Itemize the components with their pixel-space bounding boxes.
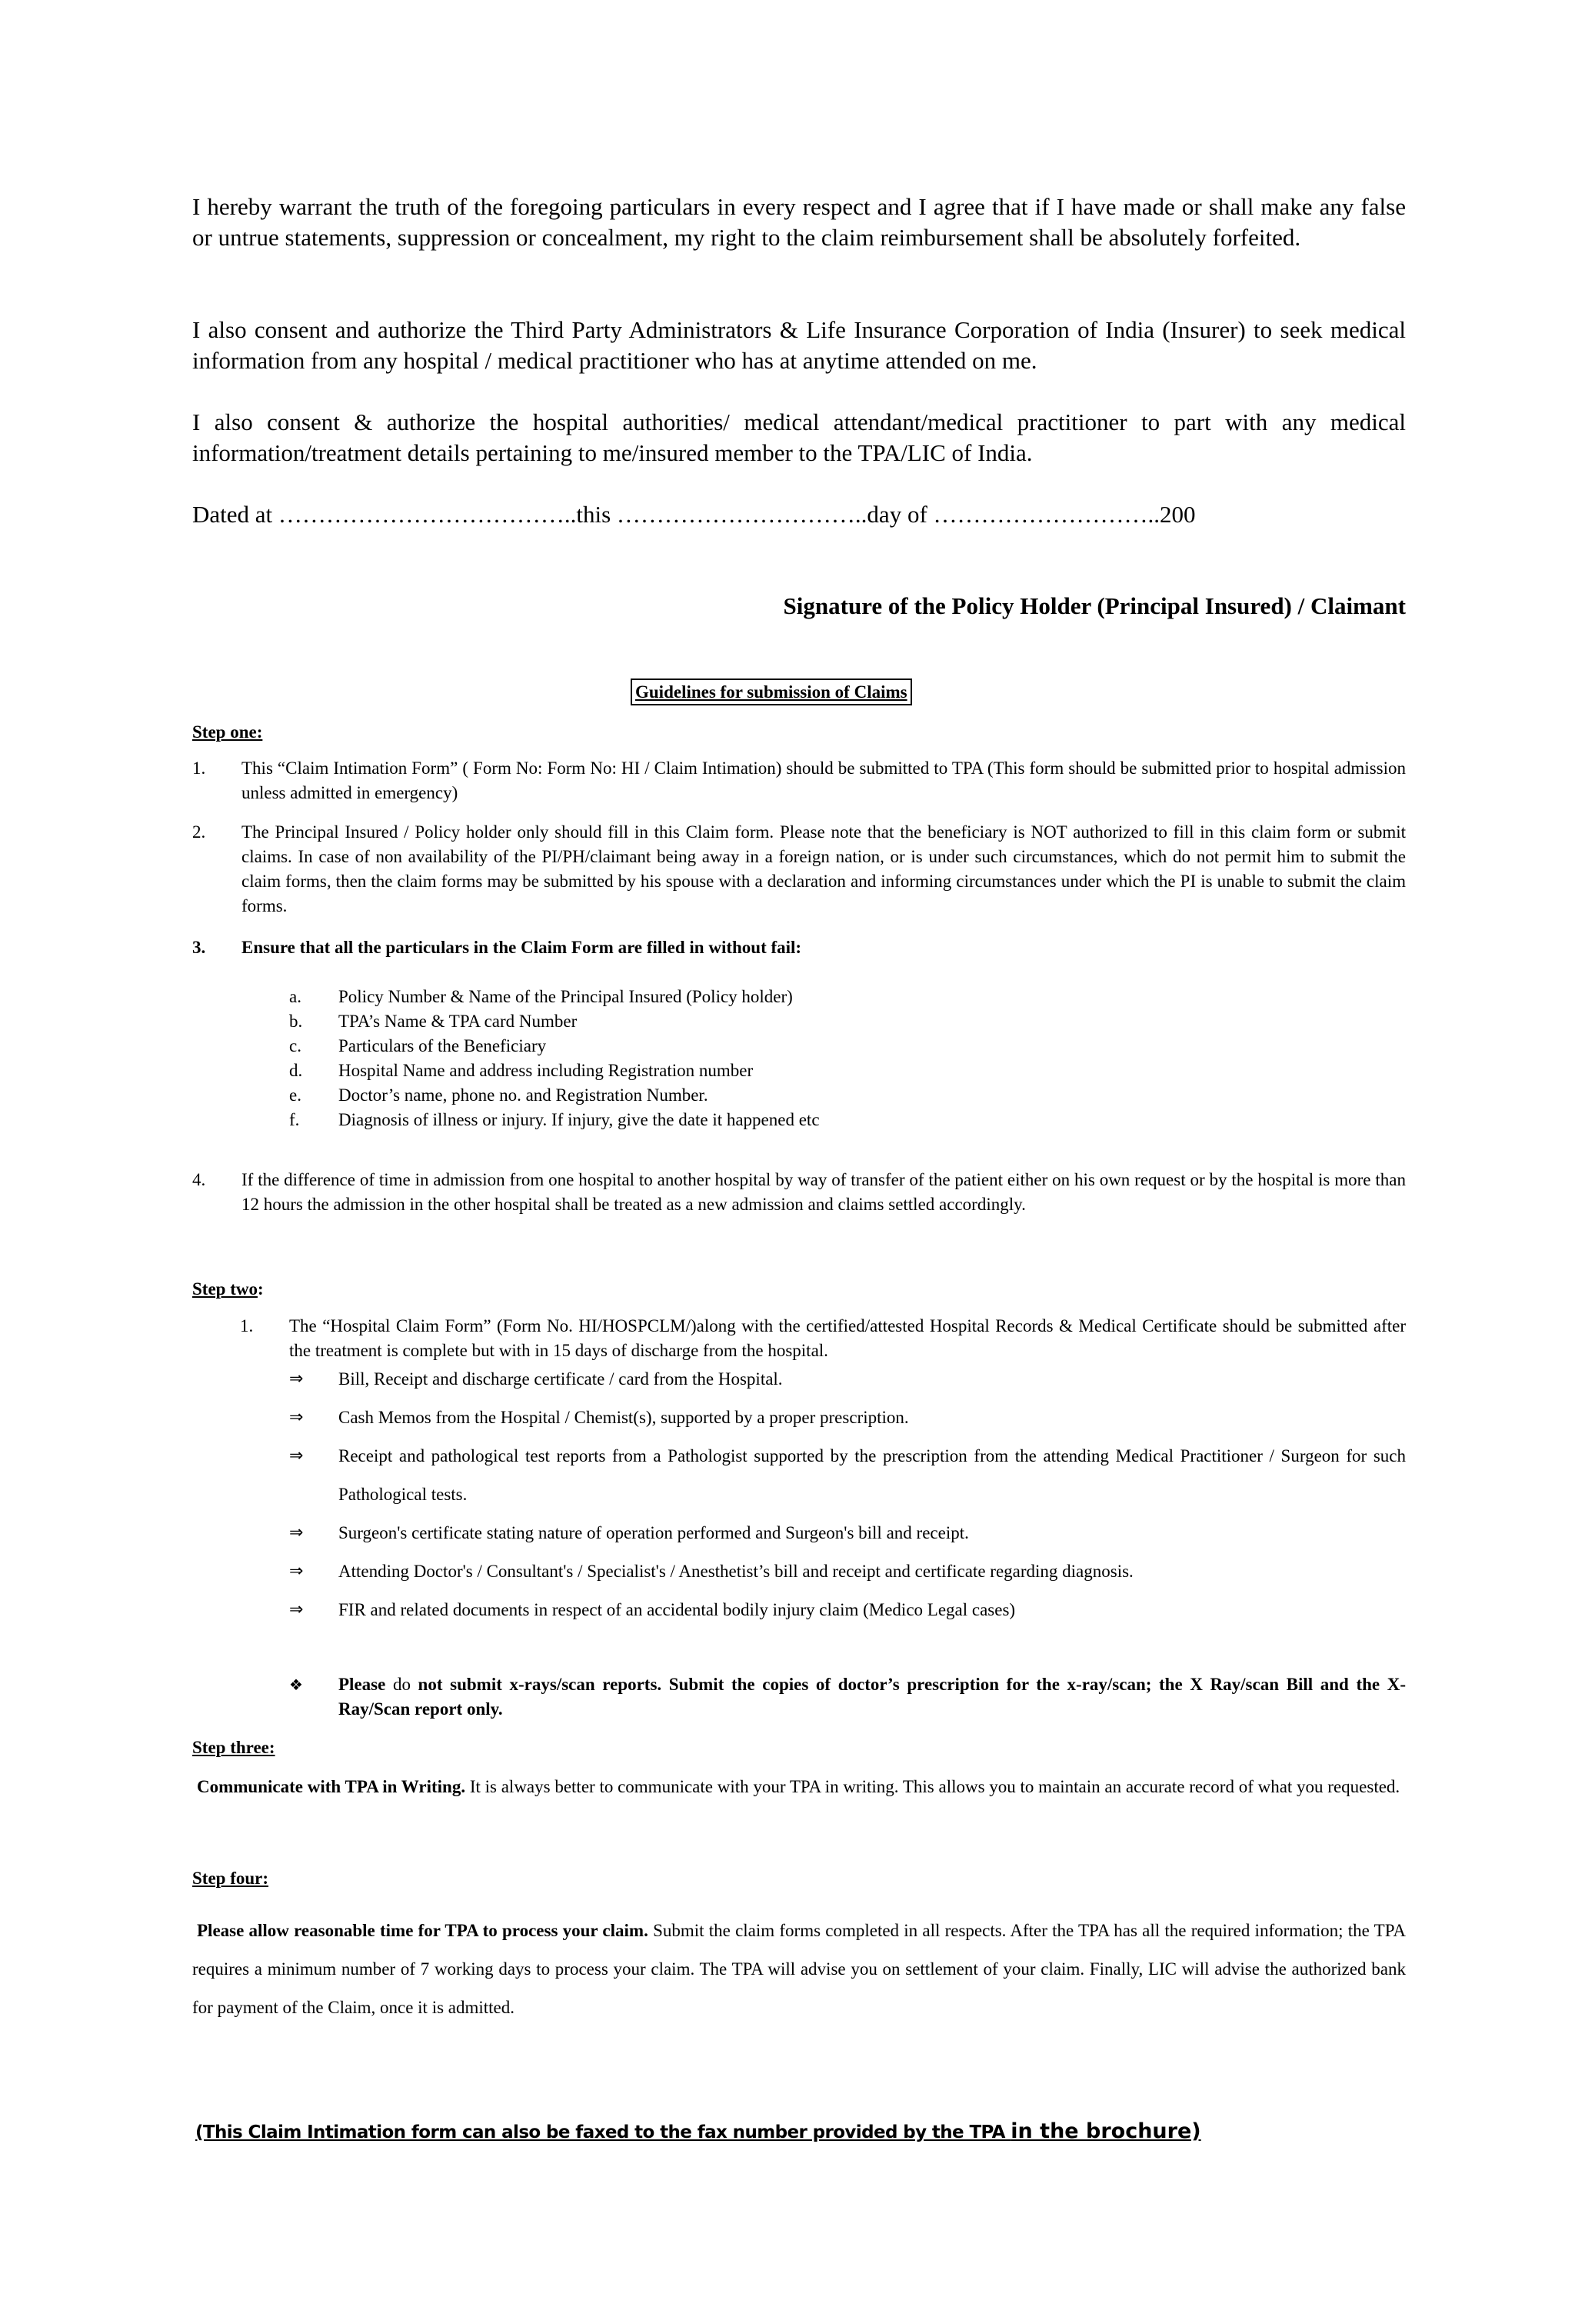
document-text: Cash Memos from the Hospital / Chemist(s), supported by a proper prescription. (338, 1408, 909, 1427)
step-three-text (192, 1768, 1406, 1806)
document-text: Attending Doctor's / Consultant's / Specialist's / Anesthetist’s bill and receipt and certificate regarding diagnosis. (338, 1562, 1134, 1581)
guidelines-title: Guidelines for submission of Claims (631, 679, 912, 705)
particular-item (289, 1059, 753, 1083)
item-number: 3. (192, 938, 206, 957)
arrow-icon: ⇒ (289, 1562, 304, 1581)
particular-text: TPA’s Name & TPA card Number (338, 1012, 578, 1031)
item-text: If the difference of time in admission from one hospital to another hospital by way of transfer of the patient either on his own request or by the hospital is more than 12 hours the admission in the other hospital shall be treated as a new admission and claims settled accordingly. (241, 1170, 1406, 1214)
particular-text: Particulars of the Beneficiary (338, 1036, 547, 1055)
particular-item (289, 1009, 577, 1034)
item-number: 1. (192, 759, 206, 778)
item-text: This “Claim Intimation Form” ( Form No: Form No: HI / Claim Intimation) should be submitted to TPA (This form should be submitted prior to hospital admission unless admitted in emergency) (241, 759, 1406, 802)
fax-note-text: (This Claim Intimation form can also be faxed to the fax number provided by the TPA (195, 2122, 1011, 2142)
particular-item (289, 1108, 820, 1132)
particular-letter: d. (289, 1061, 303, 1080)
fax-note (195, 2119, 1201, 2143)
item-text: The “Hospital Claim Form” (Form No. HI/HOSPCLM/)along with the certified/attested Hospital Records & Medical Certificate should be submitted after the treatment is complete but with in 15 days of discharge from the hospital. (289, 1316, 1406, 1360)
step-four-heading: Step four: (192, 1869, 269, 1888)
item-number: 2. (192, 822, 206, 842)
step-three-heading: Step three: (192, 1738, 275, 1757)
step-two-heading-text: Step two (192, 1279, 258, 1299)
arrow-icon: ⇒ (289, 1446, 304, 1465)
item-text: The Principal Insured / Policy holder only should fill in this Claim form. Please note that the beneficiary is NOT authorized to fill in this claim form or submit claims. In case of non availability of the PI/PH/claimant being away in a foreign nation, or is under such circumstances, which do not permit him to submit the claim forms, then the claim forms may be submitted by his spouse with a declaration and informing circumstances under which the PI is unable to submit the claim forms. (241, 822, 1406, 915)
arrow-icon: ⇒ (289, 1600, 304, 1619)
arrow-icon: ⇒ (289, 1408, 304, 1427)
note-part: Please (338, 1675, 393, 1694)
arrow-icon: ⇒ (289, 1369, 304, 1389)
fax-note-text-large: in the brochure) (1011, 2119, 1201, 2143)
particular-letter: b. (289, 1012, 303, 1031)
diamond-bullet-icon: ❖ (289, 1675, 303, 1694)
signature-label: Signature of the Policy Holder (Principal Insured) / Claimant (783, 592, 1406, 619)
particular-text: Hospital Name and address including Registration number (338, 1061, 754, 1080)
particular-text: Diagnosis of illness or injury. If injury, give the date it happened etc (338, 1110, 820, 1129)
step-one-heading: Step one: (192, 722, 263, 742)
dated-line: Dated at ………………………………..this …………………………..day of ………………………..200 (192, 501, 1196, 528)
warranty-paragraph: I hereby warrant the truth of the foregoing particulars in every respect and I agree that if I have made or shall make any false or untrue statements, suppression or concealment, my right to the claim reimbursement shall be absolutely forfeited. (192, 193, 1406, 251)
note-part: not submit x-rays/scan reports. Submit the copies of doctor’s prescription for the x-ray/scan; the X Ray/scan Bill and the X-Ray/Scan report only. (338, 1675, 1407, 1719)
step-three-lead: Communicate with TPA in Writing. (197, 1777, 466, 1796)
particular-letter: c. (289, 1036, 301, 1055)
particular-item (289, 985, 793, 1009)
step-four-body: Submit the claim forms completed in all respects. After the TPA has all the required information; the TPA requires a minimum number of 7 working days to process your claim. The TPA will advise you on settlement of your claim. Finally, LIC will advise the authorized bank for payment of the Claim, once it is admitted. (192, 1921, 1406, 2017)
particular-letter: f. (289, 1110, 300, 1129)
document-text: Receipt and pathological test reports from a Pathologist supported by the prescription from the attending Medical Practitioner / Surgeon for such Pathological tests. (338, 1446, 1406, 1504)
item-number: 4. (192, 1170, 206, 1189)
document-text: Surgeon's certificate stating nature of operation performed and Surgeon's bill and receipt. (338, 1523, 969, 1542)
arrow-icon: ⇒ (289, 1523, 304, 1542)
step-two-heading (192, 1278, 264, 1301)
particular-letter: e. (289, 1085, 301, 1105)
particular-item (289, 1083, 708, 1108)
step-four-text (192, 1912, 1406, 2027)
step-two-colon: : (257, 1279, 264, 1299)
xray-note-text (338, 1672, 1406, 1722)
particular-item (289, 1034, 546, 1059)
note-part: do (392, 1675, 411, 1694)
consent-paragraph-tpa: I also consent and authorize the Third Party Administrators & Life Insurance Corporation of India (Insurer) to seek medical information from any hospital / medical practitioner who has at anytime attended on me. (192, 316, 1406, 374)
particular-text: Doctor’s name, phone no. and Registration Number. (338, 1085, 708, 1105)
document-text: FIR and related documents in respect of an accidental bodily injury claim (Medico Legal cases) (338, 1600, 1016, 1619)
particular-text: Policy Number & Name of the Principal Insured (Policy holder) (338, 987, 793, 1006)
particular-letter: a. (289, 987, 301, 1006)
item-number: 1. (240, 1316, 254, 1335)
consent-paragraph-hospital: I also consent & authorize the hospital authorities/ medical attendant/medical practitioner to part with any medical information/treatment details pertaining to me/insured member to the TPA/LIC of India. (192, 408, 1406, 466)
item-text: Ensure that all the particulars in the Claim Form are filled in without fail: (241, 938, 802, 957)
step-three-body: It is always better to communicate with your TPA in writing. This allows you to maintain an accurate record of what you requested. (465, 1777, 1400, 1796)
step-four-lead: Please allow reasonable time for TPA to process your claim. (197, 1921, 648, 1940)
document-text: Bill, Receipt and discharge certificate / card from the Hospital. (338, 1369, 783, 1389)
